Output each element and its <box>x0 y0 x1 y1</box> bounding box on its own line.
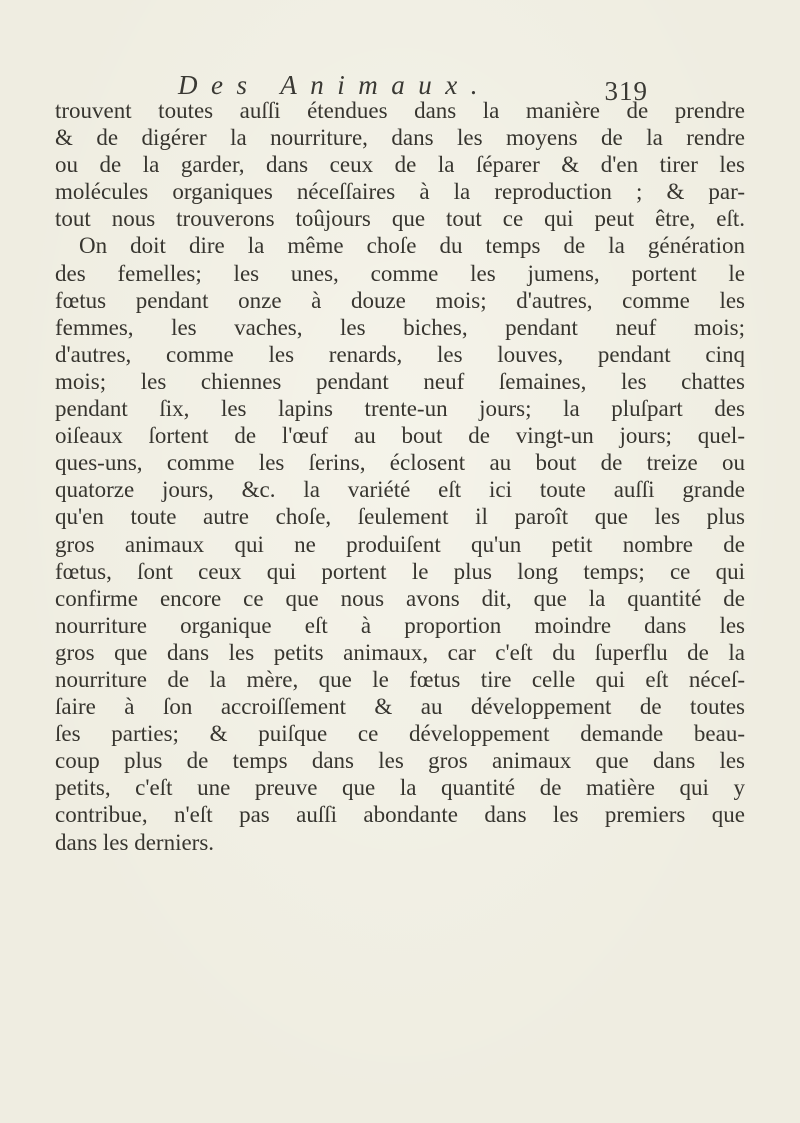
text-line: tout nous trouverons toûjours que tout ce qui peut être, eſt. <box>55 206 745 232</box>
text-line: ſaire à ſon accroiſſement & au développement de toutes <box>55 694 745 720</box>
text-line: gros animaux qui ne produiſent qu'un petit nombre de <box>55 531 745 557</box>
running-head-title: Des Animaux. <box>178 70 491 100</box>
text-line: petits, c'eſt une preuve que la quantité de matière qui y <box>55 775 745 801</box>
text-line: coup plus de temps dans les gros animaux que dans les <box>55 748 745 774</box>
page-number: 319 <box>604 76 648 106</box>
text-line: nourriture organique eſt à proportion moindre dans les <box>55 612 745 638</box>
text-line: des femelles; les unes, comme les jumens, portent le <box>55 260 745 286</box>
text-line: pendant ſix, les lapins trente-un jours; la pluſpart des <box>55 396 745 422</box>
text-line: On doit dire la même choſe du temps de la génération <box>79 233 745 259</box>
text-line: mois; les chiennes pendant neuf ſemaines, les chattes <box>55 368 745 394</box>
text-line: gros que dans les petits animaux, car c'eſt du ſuperflu de la <box>55 639 745 665</box>
text-line: fœtus pendant onze à douze mois; d'autres, comme les <box>55 287 745 313</box>
text-line: quatorze jours, &c. la variété eſt ici toute auſſi grande <box>55 477 745 503</box>
text-line: confirme encore ce que nous avons dit, que la quantité de <box>55 585 745 611</box>
text-line: femmes, les vaches, les biches, pendant neuf mois; <box>55 314 745 340</box>
text-line: oiſeaux ſortent de l'œuf au bout de vingt-un jours; quel- <box>55 423 745 449</box>
text-line: & de digérer la nourriture, dans les moyens de la rendre <box>55 125 745 151</box>
text-line: dans les derniers. <box>55 829 215 855</box>
text-line: contribue, n'eſt pas auſſi abondante dans les premiers que <box>55 802 745 828</box>
text-line: fœtus, ſont ceux qui portent le plus long temps; ce qui <box>55 558 745 584</box>
text-line: trouvent toutes auſſi étendues dans la manière de prendre <box>55 98 745 123</box>
text-line: d'autres, comme les renards, les louves, pendant cinq <box>55 341 745 367</box>
text-line: qu'en toute autre choſe, ſeulement il paroît que les plus <box>55 504 745 530</box>
text-line: ques-uns, comme les ſerins, éclosent au bout de treize ou <box>55 450 745 476</box>
text-line: molécules organiques néceſſaires à la reproduction ; & par- <box>55 179 745 205</box>
body-text <box>55 97 745 856</box>
text-line: nourriture de la mère, que le fœtus tire celle qui eſt néceſ- <box>55 666 745 692</box>
text-line: ou de la garder, dans ceux de la ſéparer & d'en tirer les <box>55 152 745 178</box>
text-line: ſes parties; & puiſque ce développement demande beau- <box>55 721 745 747</box>
